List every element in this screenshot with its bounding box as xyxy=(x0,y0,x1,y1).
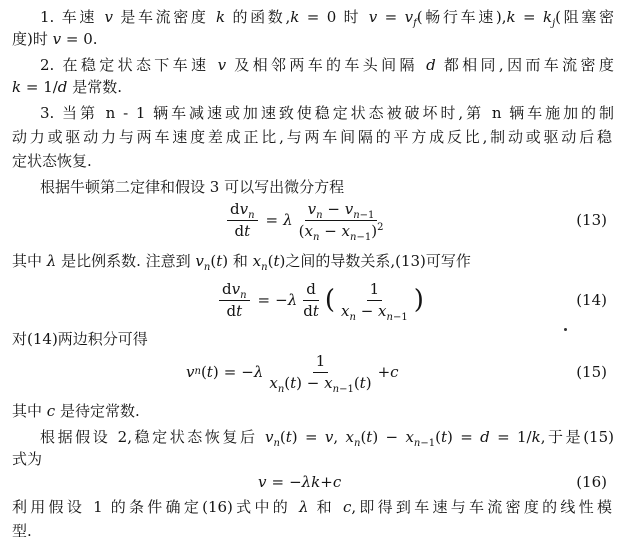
equation-15: v n ( t ) = − λ $\frac{1}{x_n(t) - x_{n-1}(t)}$ + c (15) xyxy=(186,351,607,395)
hypothesis-2-line-2: k = 1/d 是常数. xyxy=(12,78,122,96)
equation-14: $\frac{dv_n}{dt}$ = − λ $\frac{d}{dt}$ ( $\frac{1}{x_n - x_{n-1}}$ ) (14) xyxy=(0,278,625,322)
hypothesis-3-line-2: 动力或驱动力与两车速度差成正比,与两车间隔的平方成反比,制动或驱动后稳 xyxy=(12,128,612,146)
paragraph-integrate: 对(14)两边积分可得 xyxy=(12,330,148,348)
equation-number: (15) xyxy=(576,363,607,381)
equation-16: v = − λk + c (16) xyxy=(0,460,625,504)
paragraph-conclusion-2: 型. xyxy=(12,522,32,540)
paragraph-newton: 根据牛顿第二定律和假设 3 可以写出微分方程 xyxy=(40,178,345,196)
hypothesis-1-line-2: 度)时 v = 0. xyxy=(12,30,98,48)
paragraph-steady-state-1: 根据假设 2,稳定状态恢复后 $v_n(t) = v$, $x_n(t) - x_{n-1}(t) = d = 1/k$,于是(15) xyxy=(40,428,614,449)
paragraph-constant: 其中 c 是待定常数. xyxy=(12,402,140,420)
hypothesis-3-line-1: 3. 当第 n - 1 辆车减速或加速致使稳定状态被破坏时,第 n 辆车施加的制 xyxy=(40,104,614,122)
hypothesis-1-line-1: 1. 车速 v 是车流密度 k 的函数,k = 0 时 $v = v_f$(畅行车速)$,k = k_j$(阻塞密 xyxy=(40,8,614,29)
equation-13: $\frac{dv_n}{dt}$ = λ $\frac{v_n - v_{n-1}}{(x_n - x_{n-1})^2}$ (13) xyxy=(0,198,625,242)
equation-number: (13) xyxy=(576,211,607,229)
paragraph-conclusion-1: 利用假设 1 的条件确定(16)式中的 λ 和 c,即得到车速与车流密度的线性模 xyxy=(12,498,612,516)
equation-number: (14) xyxy=(576,291,607,309)
paragraph-lambda: 其中 λ 是比例系数. 注意到 $v_n(t)$ 和 $x_n(t)$之间的导数关系,(13)可写作 xyxy=(12,252,471,273)
hypothesis-2-line-1: 2. 在稳定状态下车速 v 及相邻两车的车头间隔 d 都相同,因而车流密度 xyxy=(40,56,614,74)
equation-number: (16) xyxy=(576,473,607,491)
paragraph-steady-state-2: 式为 xyxy=(12,450,43,468)
hypothesis-3-line-3: 定状态恢复. xyxy=(12,152,92,170)
